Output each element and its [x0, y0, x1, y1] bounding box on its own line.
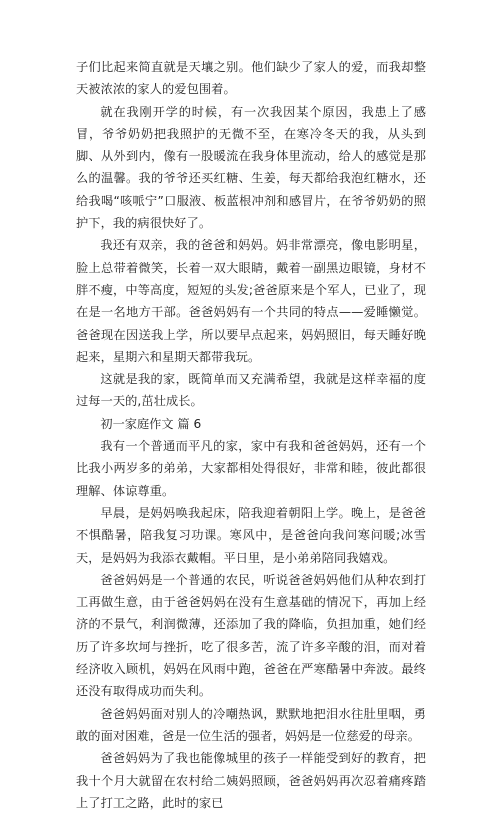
paragraph: 爸爸妈妈是一个普通的农民，听说爸爸妈妈他们从种农到打工再做生意，由于爸爸妈妈在没有生意基础的情况下，再加上经济的不景气，利润微薄，还添加了我的降临，负担加重，她们经历了许多坎坷与挫折，吃了很多苦，流了许多辛酸的泪，而对着经济收入顾机，妈妈在风雨中跑，爸爸在严寒酷暑中奔波。最终还没有取得成功而失利。: [76, 572, 426, 699]
document-body: [76, 56, 426, 814]
paragraph: 就在我刚开学的时候，有一次我因某个原因，我患上了感冒，爷爷奶奶把我照护的无微不至，在寒冷冬天的我，从头到脚、从外到内，像有一股暖流在我身体里流动，给人的感觉是那么的温馨。我的爷爷还买红糖、生姜，每天都给我泡红糖水，还给我喝“咳哌宁”口服液、板蓝根冲剂和感冒片，在爷爷奶奶的照护下，我的病很快好了。: [76, 104, 426, 231]
paragraph: 爸爸妈妈为了我也能像城里的孩子一样能受到好的教育，把我十个月大就留在农村给二姨妈照顾，爸爸妈妈再次忍着痛疼踏上了打工之路，此时的家已: [76, 751, 426, 810]
paragraph: 爸爸妈妈面对别人的冷嘲热讽，默默地把泪水往肚里咽，勇敢的面对困难，爸是一位生活的强者，妈妈是一位慈爱的母亲。: [76, 706, 426, 743]
paragraph: 我有一个普通而平凡的家，家中有我和爸爸妈妈，还有一个比我小两岁多的弟弟，大家都相处得很好，非常和睦，彼此都很理解、体谅尊重。: [76, 439, 426, 498]
paragraph: 这就是我的家，既简单而又充满希望，我就是这样幸福的度过每一天的,茁壮成长。: [76, 372, 426, 409]
paragraph: 早晨，是妈妈唤我起床，陪我迎着朝阳上学。晚上，是爸爸不惧酷暑，陪我复习功课。寒风中，是爸爸向我问寒问暖;冰雪天，是妈妈为我添衣戴帽。平日里，是小弟弟陪同我嬉戏。: [76, 505, 426, 565]
paragraph: 子们比起来简直就是天壤之别。他们缺少了家人的爱，而我却整天被浓浓的家人的爱包围着。: [76, 60, 426, 97]
paragraph: 我还有双亲，我的爸爸和妈妈。妈非常漂亮，像电影明星，脸上总带着微笑，长着一双大眼睛，戴着一副黑边眼镜，身材不胖不瘦，中等高度，短短的头发;爸爸原来是个军人，已业了，现在是一名地方干部。爸爸妈妈有一个共同的特点——爱睡懒觉。爸爸现在因送我上学，所以要早点起来，妈妈照旧，每天睡好晚起来，星期六和星期天都带我玩。: [76, 238, 426, 364]
section-heading: 初一家庭作文 篇 6: [100, 416, 202, 431]
